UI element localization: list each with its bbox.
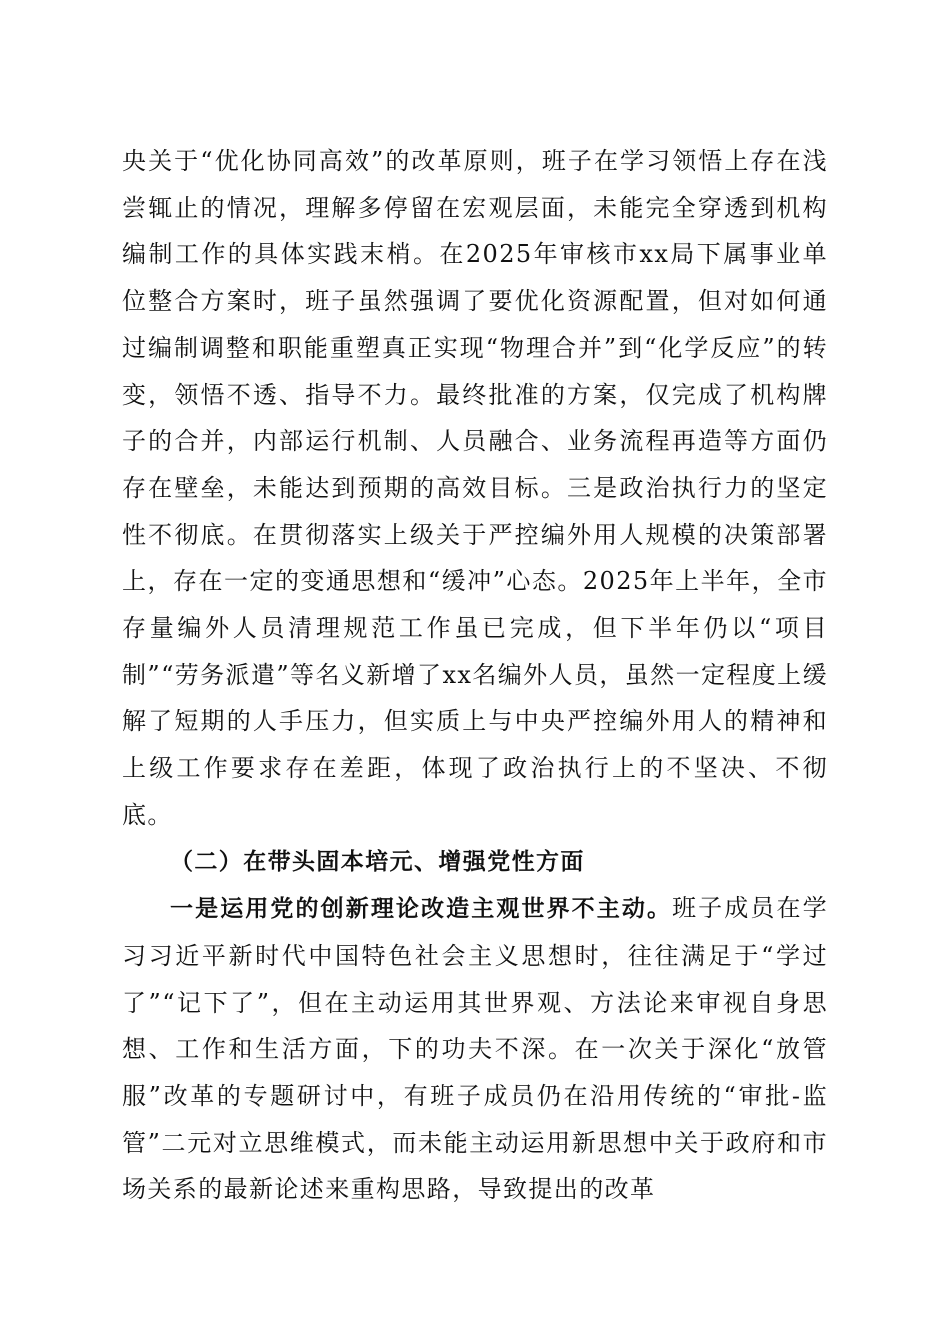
document-body xyxy=(122,138,828,1213)
section-heading: （二）在带头固本培元、增强党性方面 xyxy=(170,848,585,875)
paragraph-body-text: 班子成员在学习习近平新时代中国特色社会主义思想时，往往满足于“学过了”“记下了”，但在主动运用其世界观、方法论来审视自身思想、工作和生活方面，下的功夫不深。在一次关于深化“放管服”改革的专题研讨中，有班子成员仍在沿用传统的“审批-监管”二元对立思维模式，而未能主动运用新思想中关于政府和市场关系的最新论述来重构思路，导致提出的改革 xyxy=(122,894,828,1204)
paragraph-lead-sentence: 一是运用党的创新理论改造主观世界不主动。 xyxy=(170,896,673,923)
paragraph-point-one xyxy=(122,885,828,1213)
paragraph-continuation: 央关于“优化协同高效”的改革原则，班子在学习领悟上存在浅尝辄止的情况，理解多停留在宏观层面，未能完全穿透到机构编制工作的具体实践末梢。在2025年审核市xx局下属事业单位整合方案时，班子虽然强调了要优化资源配置，但对如何通过编制调整和职能重塑真正实现“物理合并”到“化学反应”的转变，领悟不透、指导不力。最终批准的方案，仅完成了机构牌子的合并，内部运行机制、人员融合、业务流程再造等方面仍存在壁垒，未能达到预期的高效目标。三是政治执行力的坚定性不彻底。在贯彻落实上级关于严控编外用人规模的决策部署上，存在一定的变通思想和“缓冲”心态。2025年上半年，全市存量编外人员清理规范工作虽已完成，但下半年仍以“项目制”“劳务派遣”等名义新增了xx名编外人员，虽然一定程度上缓解了短期的人手压力，但实质上与中央严控编外用人的精神和上级工作要求存在差距，体现了政治执行上的不坚决、不彻底。 xyxy=(122,147,828,829)
